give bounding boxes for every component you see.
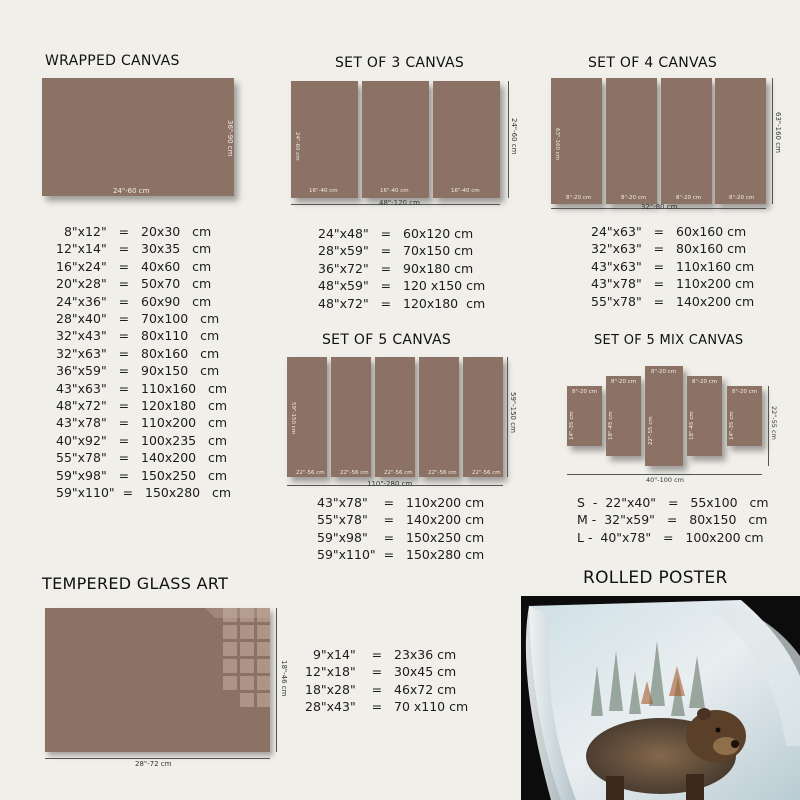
- size-row: 8"x12" = 20x30 cm: [56, 224, 212, 239]
- size-row: 32"x63" = 80x160 cm: [56, 345, 220, 361]
- set5mix-width-line: [567, 474, 762, 475]
- glass-title: TEMPERED GLASS ART: [42, 574, 229, 593]
- set4-height-label: 63"-160 cm: [774, 112, 782, 153]
- size-row: 43"x63" = 110x160 cm: [56, 380, 228, 396]
- size-row: 55"x78" = 140x200 cm: [56, 450, 228, 466]
- set5mix-top-label-3: 8"-20 cm: [651, 369, 677, 375]
- set3-height-line: [508, 81, 509, 198]
- size-row: 16"x24" = 40x60 cm: [56, 258, 212, 274]
- set5-panel-4: [419, 357, 459, 477]
- wrapped-canvas-panel: [42, 78, 234, 196]
- size-row: 48"x72" = 120x180 cm: [318, 295, 486, 311]
- set5mix-side-label-5: 14"-35 cm: [729, 411, 735, 440]
- size-row: 28"x43" = 70 x110 cm: [305, 699, 469, 715]
- glass-width-label: 28"-72 cm: [135, 760, 172, 768]
- set4-panel-2: [606, 78, 657, 204]
- set4-panel-4: [715, 78, 766, 204]
- set5-panel-height-label: 59"-150 cm: [290, 402, 296, 435]
- size-row: 12"x18" = 30x45 cm: [305, 664, 457, 680]
- set4-panel-label-1: 8"-20 cm: [566, 195, 592, 201]
- set3-size-list: [318, 225, 485, 312]
- glass-reflection-grid: [45, 608, 270, 752]
- size-row: 9"x14" = 23x36 cm: [305, 647, 457, 662]
- set5mix-width-label: 40"-100 cm: [646, 476, 684, 484]
- set3-panel-3: [433, 81, 500, 198]
- set3-panel-2: [362, 81, 429, 198]
- size-row: 59"x98" = 150x250 cm: [317, 529, 485, 545]
- size-row: 12"x14" = 30x35 cm: [56, 241, 212, 257]
- set4-panel-3: [661, 78, 712, 204]
- size-row: 43"x63" = 110x160 cm: [591, 258, 755, 274]
- size-row: 24"x63" = 60x160 cm: [591, 224, 747, 239]
- set5mix-side-label-2: 18"-45 cm: [608, 411, 614, 440]
- set5-panel-label-2: 22"-56 cm: [340, 470, 369, 476]
- set5mix-side-label-1: 14"-35 cm: [569, 411, 575, 440]
- rolled-poster-image: [521, 596, 800, 800]
- size-row: 32"x63" = 80x160 cm: [591, 241, 747, 257]
- wrapped-canvas-title: WRAPPED CANVAS: [45, 53, 180, 69]
- set4-size-list: [591, 223, 754, 310]
- size-row: 43"x78" = 110x200 cm: [591, 276, 755, 292]
- set5mix-height-line: [768, 386, 769, 466]
- size-row: 24"x48" = 60x120 cm: [318, 226, 474, 241]
- set5mix-title: SET OF 5 MIX CANVAS: [594, 333, 744, 348]
- set3-panel-label-2: 16"-40 cm: [380, 188, 409, 194]
- set5-height-line: [507, 357, 508, 477]
- set3-height-label: 24"-60 cm: [510, 118, 518, 155]
- size-row: L - 40"x78" = 100x200 cm: [577, 529, 764, 545]
- size-row: M - 32"x59" = 80x150 cm: [577, 512, 768, 528]
- set5-panel-2: [331, 357, 371, 477]
- set3-panel-height-label: 24"-60 cm: [294, 132, 300, 161]
- set5mix-top-label-5: 8"-20 cm: [732, 389, 758, 395]
- set5-panel-5: [463, 357, 503, 477]
- set5mix-top-label-4: 8"-20 cm: [692, 379, 718, 385]
- set5-panel-label-5: 22"-56 cm: [472, 470, 501, 476]
- set4-panel-height-label: 63"-160 cm: [554, 128, 560, 161]
- size-row: 43"x78" = 110x200 cm: [56, 415, 228, 431]
- wrapped-size-list: [56, 223, 231, 502]
- size-row: S - 22"x40" = 55x100 cm: [577, 495, 769, 510]
- size-row: 59"x110" = 150x280 cm: [317, 547, 485, 563]
- set5mix-height-label: 22"-55 cm: [770, 406, 778, 440]
- set4-panel-label-3: 8"-20 cm: [676, 195, 702, 201]
- set5-title: SET OF 5 CANVAS: [322, 332, 452, 348]
- glass-panel: [45, 608, 270, 752]
- set4-height-line: [772, 78, 773, 204]
- set3-width-label: 48"-120 cm: [379, 199, 420, 207]
- rolled-poster-photo: [521, 596, 800, 800]
- size-row: 18"x28" = 46x72 cm: [305, 681, 457, 697]
- set5mix-size-list: [577, 494, 769, 546]
- glass-size-list: [305, 646, 468, 716]
- set5mix-top-label-1: 8"-20 cm: [572, 389, 598, 395]
- size-row: 59"x98" = 150x250 cm: [56, 467, 228, 483]
- size-row: 59"x110" = 150x280 cm: [56, 485, 232, 501]
- set5-height-label: 59"-150 cm: [509, 392, 517, 433]
- set3-panel-label-1: 16"-40 cm: [309, 188, 338, 194]
- set4-panel-label-4: 8"-20 cm: [729, 195, 755, 201]
- glass-height-label: 18"-46 cm: [280, 660, 288, 697]
- set5-width-label: 110"-280 cm: [367, 480, 413, 488]
- size-row: 20"x28" = 50x70 cm: [56, 276, 212, 292]
- size-row: 43"x78" = 110x200 cm: [317, 495, 485, 510]
- set5-panel-3: [375, 357, 415, 477]
- set5mix-side-label-3: 22"-55 cm: [648, 416, 654, 445]
- set5mix-side-label-4: 18"-45 cm: [689, 411, 695, 440]
- set5-panel-label-4: 22"-56 cm: [428, 470, 457, 476]
- set5-panel-label-3: 22"-56 cm: [384, 470, 413, 476]
- glass-width-line: [45, 758, 270, 759]
- size-row: 28"x40" = 70x100 cm: [56, 311, 220, 327]
- set5mix-top-label-2: 8"-20 cm: [611, 379, 637, 385]
- poster-title: ROLLED POSTER: [583, 568, 728, 588]
- glass-height-line: [276, 608, 277, 752]
- set4-width-label: 32"-80 cm: [641, 203, 678, 211]
- size-row: 36"x72" = 90x180 cm: [318, 260, 474, 276]
- set4-title: SET OF 4 CANVAS: [588, 55, 718, 71]
- size-row: 28"x59" = 70x150 cm: [318, 243, 474, 259]
- size-row: 55"x78" = 140x200 cm: [591, 293, 755, 309]
- size-row: 24"x36" = 60x90 cm: [56, 293, 212, 309]
- size-row: 32"x43" = 80x110 cm: [56, 328, 220, 344]
- size-row: 40"x92" = 100x235 cm: [56, 432, 228, 448]
- set4-panel-label-2: 8"-20 cm: [621, 195, 647, 201]
- set3-panel-label-3: 16"-40 cm: [451, 188, 480, 194]
- size-row: 48"x59" = 120 x150 cm: [318, 278, 486, 294]
- set3-panel-1: [291, 81, 358, 198]
- size-row: 48"x72" = 120x180 cm: [56, 398, 228, 414]
- set5-panel-label-1: 22"-56 cm: [296, 470, 325, 476]
- wrapped-height-label: 36"-90 cm: [226, 120, 234, 157]
- wrapped-width-label: 24"-60 cm: [113, 187, 150, 195]
- size-row: 36"x59" = 90x150 cm: [56, 363, 220, 379]
- set3-title: SET OF 3 CANVAS: [335, 55, 465, 71]
- set5-size-list: [317, 494, 484, 564]
- size-row: 55"x78" = 140x200 cm: [317, 512, 485, 528]
